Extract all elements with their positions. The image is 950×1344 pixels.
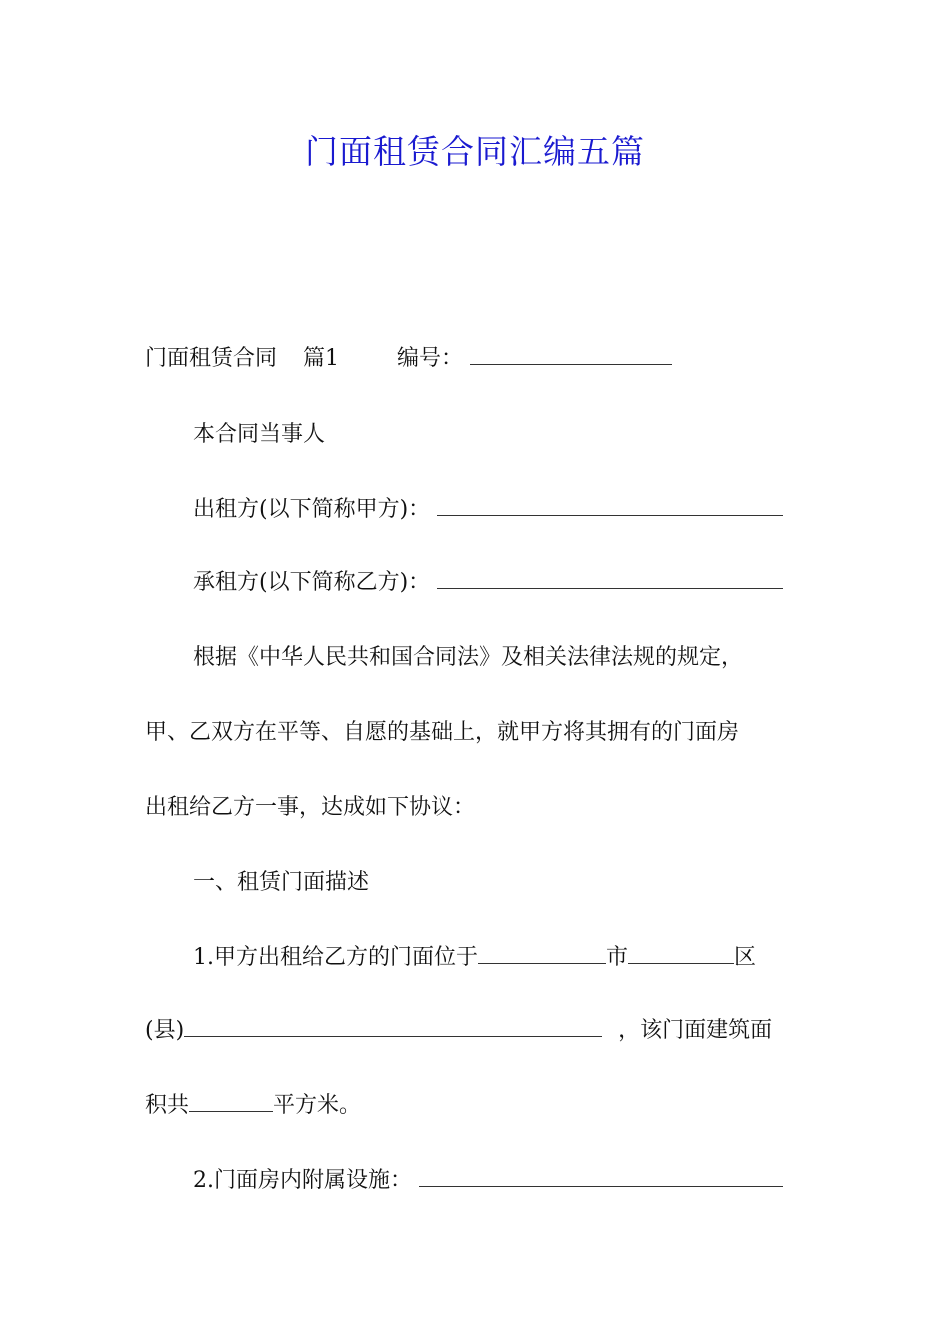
lessor-blank <box>437 493 783 516</box>
lessee-label: 承租方(以下简称乙方)： <box>193 570 431 595</box>
lessee-blank <box>437 566 783 589</box>
basis-paragraph-line-2: 甲、乙双方在平等、自愿的基础上，就甲方将其拥有的门面房 <box>145 720 740 745</box>
document-title: 门面租赁合同汇编五篇 <box>305 132 645 171</box>
area-prefix: 积共 <box>145 1093 190 1118</box>
basis-paragraph-line-1: 根据《中华人民共和国合同法》及相关法律法规的规定， <box>193 645 744 670</box>
lessee-line <box>193 565 810 601</box>
contract-name: 门面租赁合同 <box>145 346 278 371</box>
district-label: 区 <box>734 945 757 970</box>
parties-heading: 本合同当事人 <box>193 422 326 447</box>
contract-part: 篇1 <box>303 346 340 371</box>
city-label: 市 <box>606 945 629 970</box>
lessor-line <box>193 492 810 528</box>
contract-header-line <box>145 341 810 377</box>
contract-number-label: 编号： <box>397 346 464 371</box>
lessor-label: 出租方(以下简称甲方)： <box>193 497 431 522</box>
item-2-label: 2.门面房内附属设施： <box>193 1168 412 1193</box>
area-blank <box>189 1089 273 1112</box>
area-text: ，该门面建筑面 <box>618 1018 773 1043</box>
item-1-prefix: 1.甲方出租给乙方的门面位于 <box>193 945 478 970</box>
item-1-line-1 <box>193 940 810 976</box>
basis-paragraph-line-3: 出租给乙方一事，达成如下协议： <box>145 795 476 820</box>
county-blank <box>184 1014 602 1037</box>
district-blank <box>628 941 734 964</box>
item-1-line-2 <box>145 1013 810 1049</box>
county-label: (县) <box>145 1018 185 1043</box>
item-2-line <box>193 1163 810 1199</box>
contract-number-blank <box>470 342 672 365</box>
section-1-heading: 一、租赁门面描述 <box>193 870 370 895</box>
facilities-blank <box>419 1164 783 1187</box>
item-1-line-3 <box>145 1088 810 1124</box>
city-blank <box>478 941 606 964</box>
area-unit: 平方米。 <box>273 1093 362 1118</box>
